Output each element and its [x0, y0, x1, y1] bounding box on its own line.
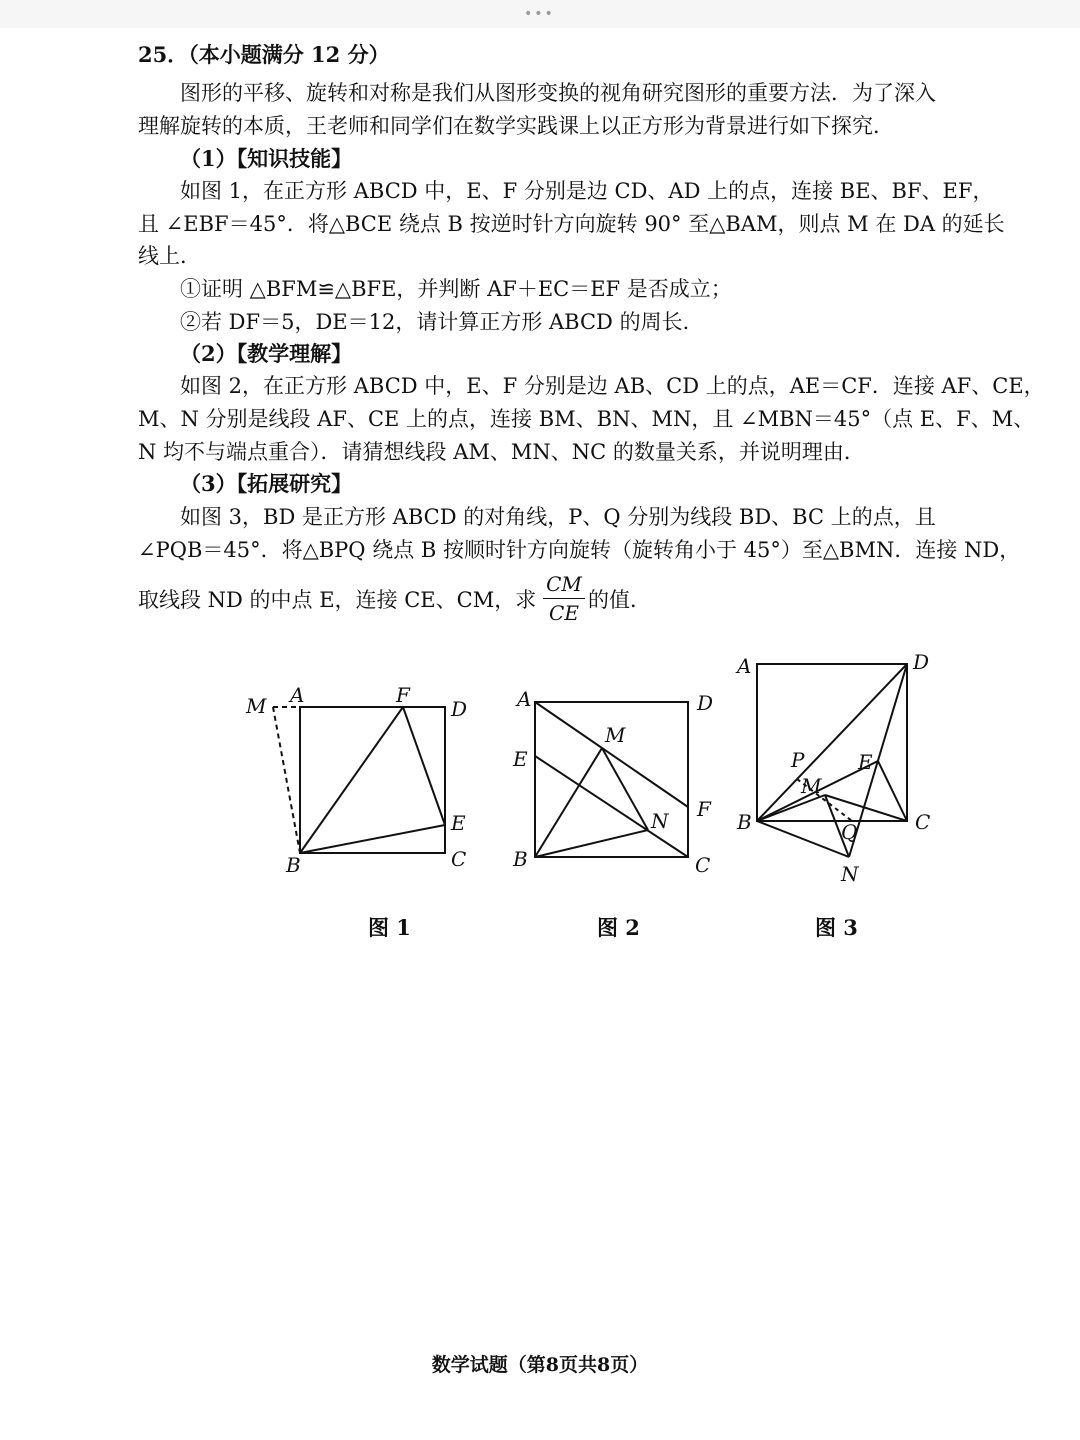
fig1-segment-be	[300, 825, 445, 853]
fig2-label-a: A	[517, 687, 532, 711]
figure-2-caption: 图 2	[597, 915, 640, 940]
part3-line-3: 取线段 ND 的中点 E，连接 CE、CM，求	[138, 588, 537, 612]
figure-1-caption: 图 1	[368, 915, 411, 940]
fig1-segment-fe	[403, 707, 445, 825]
fig1-label-b: B	[286, 853, 301, 877]
part1-question-2: ②若 DF＝5，DE＝12，请计算正方形 ABCD 的周长．	[180, 310, 704, 334]
fig3-label-p: P	[791, 748, 805, 772]
fig3-label-b: B	[737, 810, 752, 834]
fig2-segment-ec	[535, 756, 688, 857]
fig2-label-b: B	[513, 847, 528, 871]
fig3-segment-ce	[878, 761, 907, 821]
fig3-label-a: A	[737, 654, 752, 678]
fig3-segment-bn	[757, 821, 849, 857]
part1-line-1: 如图 1，在正方形 ABCD 中，E、F 分别是边 CD、AD 上的点，连接 BE、BF、EF，	[180, 179, 994, 203]
fig2-label-f: F	[697, 797, 711, 821]
more-options-icon[interactable]: •••	[524, 6, 555, 22]
fig3-segment-bm	[757, 795, 825, 821]
fig1-segment-bf	[300, 707, 403, 853]
part3-line-1: 如图 3，BD 是正方形 ABCD 的对角线，P、Q 分别为线段 BD、BC 上的点，且	[180, 505, 936, 529]
fig1-label-m: M	[246, 694, 267, 718]
fig2-label-e: E	[513, 747, 528, 771]
part3-line-2: ∠PQB＝45°．将△BPQ 绕点 B 按顺时针方向旋转（旋转角小于 45°）至△BMN．连接 ND，	[138, 538, 1021, 562]
fraction-cm-over-ce	[543, 572, 585, 625]
problem-header: 25．（本小题满分 12 分）	[138, 42, 390, 67]
intro-line-1: 图形的平移、旋转和对称是我们从图形变换的视角研究图形的重要方法．为了深入	[180, 81, 936, 105]
fig2-label-n: N	[651, 809, 669, 833]
fig2-segment-af	[535, 702, 688, 807]
fraction-bar	[543, 598, 585, 599]
fig2-label-m: M	[605, 723, 626, 747]
fig1-label-f: F	[396, 683, 410, 707]
part2-line-2: M、N 分别是线段 AF、CE 上的点，连接 BM、BN、MN，且 ∠MBN＝45°（点 E、F、M、	[138, 407, 1035, 431]
fig1-label-d: D	[451, 697, 468, 721]
figure-1	[240, 680, 480, 880]
fig3-label-q: Q	[841, 820, 858, 844]
fig1-label-c: C	[451, 847, 467, 871]
fig2-segment-mn	[602, 748, 648, 830]
fig3-label-c: C	[915, 810, 931, 834]
figure-3	[725, 645, 955, 890]
part1-question-1: ①证明 △BFM≌△BFE，并判断 AF＋EC＝EF 是否成立；	[180, 277, 732, 301]
part2-line-3: N 均不与端点重合）．请猜想线段 AM、MN、NC 的数量关系，并说明理由．	[138, 440, 865, 464]
fig1-label-a: A	[290, 683, 305, 707]
intro-line-2: 理解旋转的本质，王老师和同学们在数学实践课上以正方形为背景进行如下探究．	[138, 114, 894, 138]
fig3-label-d: D	[913, 650, 930, 674]
fig3-label-e: E	[858, 750, 873, 774]
part1-line-2: 且 ∠EBF＝45°．将△BCE 绕点 B 按逆时针方向旋转 90° 至△BAM，则点 M 在 DA 的延长	[138, 212, 1005, 236]
fig2-segment-bm	[535, 748, 602, 857]
fig1-label-e: E	[451, 811, 466, 835]
part2-title: （2）【教学理解】	[180, 341, 353, 366]
top-bar	[0, 0, 1080, 28]
figure-3-caption: 图 3	[815, 915, 858, 940]
page-footer: 数学试题（第8页共8页）	[431, 1354, 649, 1376]
fig1-square	[300, 707, 445, 853]
fig2-label-c: C	[695, 853, 711, 877]
figure-2	[505, 680, 735, 880]
fig3-label-n: N	[841, 862, 859, 886]
fig3-label-m: M	[801, 774, 822, 798]
part1-line-3: 线上．	[138, 244, 201, 268]
fig2-segment-bn	[535, 830, 648, 857]
fig2-label-d: D	[697, 691, 714, 715]
fraction-denominator: CE	[549, 601, 579, 625]
part3-title: （3）【拓展研究】	[180, 471, 353, 496]
part2-line-1: 如图 2，在正方形 ABCD 中，E、F 分别是边 AB、CD 上的点，AE＝CF．连接 AF、CE，	[180, 374, 1045, 398]
fraction-numerator: CM	[546, 572, 582, 596]
part1-title: （1）【知识技能】	[180, 146, 353, 171]
part3-line-3-end: 的值．	[588, 588, 651, 612]
fig1-segment-mb	[273, 707, 300, 853]
